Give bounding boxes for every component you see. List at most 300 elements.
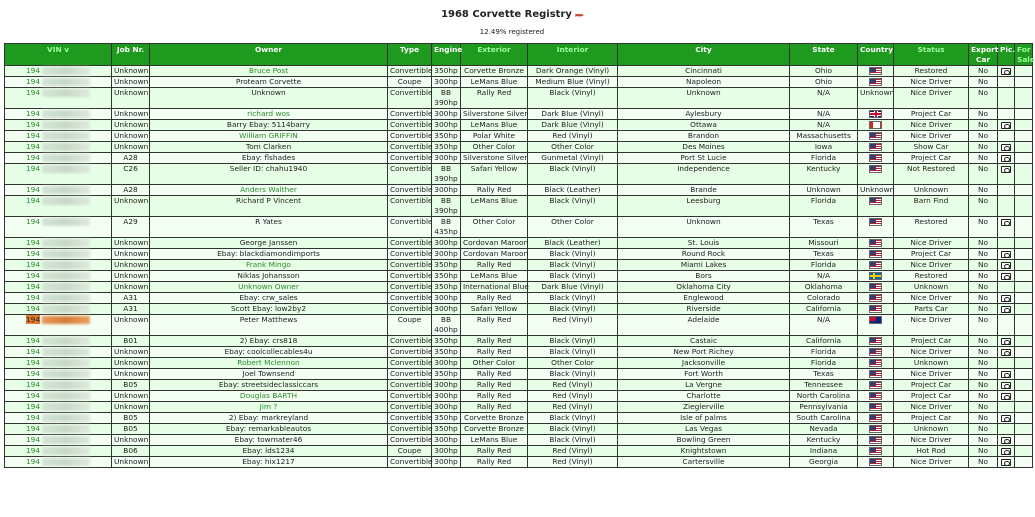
vin-cell[interactable] <box>5 315 112 336</box>
owner-cell[interactable]: Douglas BARTH <box>150 391 388 402</box>
vin-cell[interactable] <box>5 164 112 185</box>
header-exterior[interactable]: Exterior <box>461 44 528 66</box>
vin-cell[interactable] <box>5 88 112 109</box>
job-cell: A31 <box>112 293 150 304</box>
city-cell: Brande <box>618 185 790 196</box>
exterior-cell: Rally Red <box>461 347 528 358</box>
owner-cell: Ebay: coolcollecables4u <box>150 347 388 358</box>
pic-cell[interactable] <box>998 260 1015 271</box>
vin-cell[interactable] <box>5 457 112 468</box>
table-row[interactable] <box>5 457 1033 468</box>
vin-cell[interactable] <box>5 369 112 380</box>
vin-prefix[interactable]: 194 <box>25 196 41 205</box>
vin-cell[interactable] <box>5 413 112 424</box>
pic-cell[interactable] <box>998 413 1015 424</box>
export-cell: No <box>969 413 998 424</box>
type-cell: Convertible <box>388 391 432 402</box>
header-city[interactable]: City <box>618 44 790 66</box>
vin-cell[interactable] <box>5 380 112 391</box>
type-cell: Convertible <box>388 358 432 369</box>
interior-cell: Red (Vinyl) <box>528 446 618 457</box>
state-cell: California <box>790 304 858 315</box>
vin-cell[interactable] <box>5 120 112 131</box>
interior-cell: Red (Vinyl) <box>528 457 618 468</box>
table-row[interactable] <box>5 358 1033 369</box>
pic-cell[interactable] <box>998 457 1015 468</box>
vin-cell[interactable] <box>5 435 112 446</box>
table-row[interactable] <box>5 88 1033 109</box>
camera-icon[interactable] <box>1001 166 1011 173</box>
state-cell: Massachusetts <box>790 131 858 142</box>
table-row[interactable] <box>5 304 1033 315</box>
camera-icon[interactable] <box>1001 393 1011 400</box>
vin-prefix[interactable]: 194 <box>25 336 41 345</box>
pic-cell <box>998 131 1015 142</box>
vin-prefix[interactable]: 194 <box>25 304 41 313</box>
vin-cell[interactable] <box>5 196 112 217</box>
camera-icon[interactable] <box>1001 415 1011 422</box>
pic-cell[interactable] <box>998 380 1015 391</box>
vin-redacted <box>42 89 90 97</box>
vin-prefix[interactable]: 194 <box>25 369 41 378</box>
type-cell: Convertible <box>388 435 432 446</box>
export-cell: No <box>969 457 998 468</box>
exterior-cell: LeMans Blue <box>461 271 528 282</box>
header-interior[interactable]: Interior <box>528 44 618 66</box>
interior-cell: Black (Vinyl) <box>528 260 618 271</box>
owner-cell[interactable]: Jim ? <box>150 402 388 413</box>
status-cell: Restored <box>894 217 969 238</box>
status-cell: Nice Driver <box>894 120 969 131</box>
country-cell <box>858 142 894 153</box>
engine-cell: 350hp <box>432 369 461 380</box>
export-cell: No <box>969 380 998 391</box>
exterior-cell: Silverstone Silver <box>461 109 528 120</box>
table-row[interactable] <box>5 249 1033 260</box>
table-row[interactable] <box>5 109 1033 120</box>
pic-cell <box>998 424 1015 435</box>
table-row[interactable] <box>5 185 1033 196</box>
job-cell: Unknown <box>112 120 150 131</box>
job-cell: Unknown <box>112 369 150 380</box>
table-row[interactable] <box>5 402 1033 413</box>
pic-cell[interactable] <box>998 142 1015 153</box>
pic-cell[interactable] <box>998 347 1015 358</box>
engine-cell: BB 390hp <box>432 164 461 185</box>
vin-cell[interactable] <box>5 347 112 358</box>
city-cell: Isle of palms <box>618 413 790 424</box>
vin-cell[interactable] <box>5 142 112 153</box>
camera-icon[interactable] <box>1001 122 1011 129</box>
country-cell <box>858 413 894 424</box>
vin-prefix[interactable]: 194 <box>25 435 41 444</box>
table-row[interactable] <box>5 66 1033 77</box>
job-cell: Unknown <box>112 66 150 77</box>
header-for-sale[interactable] <box>1015 44 1033 66</box>
header-status[interactable]: Status <box>894 44 969 66</box>
for-sale-cell <box>1015 109 1033 120</box>
vin-prefix[interactable]: 194 <box>25 271 41 280</box>
vin-prefix[interactable]: 194 <box>25 347 41 356</box>
owner-cell: Ebay: flshades <box>150 153 388 164</box>
us-flag-icon <box>869 425 882 433</box>
vin-prefix[interactable]: 194 <box>25 391 41 400</box>
table-row[interactable] <box>5 380 1033 391</box>
owner-cell[interactable]: Bruce Post <box>150 66 388 77</box>
table-row[interactable] <box>5 315 1033 336</box>
vin-redacted <box>42 78 90 86</box>
vin-prefix[interactable]: 194 <box>25 402 41 411</box>
vin-cell[interactable] <box>5 446 112 457</box>
table-row[interactable] <box>5 347 1033 358</box>
table-row[interactable] <box>5 424 1033 435</box>
city-cell: St. Louis <box>618 238 790 249</box>
export-cell: No <box>969 336 998 347</box>
engine-cell: 350hp <box>432 142 461 153</box>
engine-cell: 300hp <box>432 446 461 457</box>
for-sale-cell <box>1015 271 1033 282</box>
table-row[interactable] <box>5 413 1033 424</box>
interior-cell: Black (Vinyl) <box>528 293 618 304</box>
vin-prefix[interactable]: 194 <box>25 358 41 367</box>
vin-cell[interactable] <box>5 358 112 369</box>
type-cell: Convertible <box>388 347 432 358</box>
header-country[interactable]: Country <box>858 44 894 66</box>
vin-cell[interactable] <box>5 260 112 271</box>
camera-icon[interactable] <box>1001 338 1011 345</box>
vin-prefix[interactable]: 194 <box>25 153 41 162</box>
pic-cell[interactable] <box>998 120 1015 131</box>
job-cell: Unknown <box>112 196 150 217</box>
interior-cell: Gunmetal (Vinyl) <box>528 153 618 164</box>
header-owner[interactable]: Owner <box>150 44 388 66</box>
vin-cell[interactable] <box>5 249 112 260</box>
status-cell: Parts Car <box>894 304 969 315</box>
header-vin[interactable]: VIN v <box>5 44 112 66</box>
state-cell: Iowa <box>790 142 858 153</box>
pic-cell[interactable] <box>998 304 1015 315</box>
pic-cell <box>998 88 1015 109</box>
for-sale-cell <box>1015 391 1033 402</box>
type-cell: Convertible <box>388 88 432 109</box>
pic-cell[interactable] <box>998 336 1015 347</box>
country-cell: Unknown <box>858 185 894 196</box>
interior-cell: Black (Vinyl) <box>528 369 618 380</box>
vin-prefix[interactable]: 194 <box>25 142 41 151</box>
owner-cell: Scott Ebay: low2by2 <box>150 304 388 315</box>
country-cell <box>858 217 894 238</box>
page-title <box>0 9 1024 21</box>
pic-cell[interactable] <box>998 391 1015 402</box>
engine-cell: 300hp <box>432 293 461 304</box>
type-cell: Convertible <box>388 249 432 260</box>
job-cell: Unknown <box>112 109 150 120</box>
camera-icon[interactable] <box>1001 448 1011 455</box>
camera-icon[interactable] <box>1001 349 1011 356</box>
camera-icon[interactable] <box>1001 382 1011 389</box>
vin-cell[interactable] <box>5 131 112 142</box>
camera-icon[interactable] <box>1001 262 1011 269</box>
city-cell: Riverside <box>618 304 790 315</box>
vin-prefix[interactable]: 194 <box>25 380 41 389</box>
owner-cell[interactable]: William GRIFFIN <box>150 131 388 142</box>
vin-prefix[interactable]: 194 <box>25 88 41 97</box>
pic-cell[interactable] <box>998 271 1015 282</box>
job-cell: Unknown <box>112 457 150 468</box>
state-cell: Unknown <box>790 185 858 196</box>
vin-cell[interactable] <box>5 391 112 402</box>
state-cell: N/A <box>790 271 858 282</box>
pic-cell <box>998 185 1015 196</box>
vin-cell[interactable] <box>5 217 112 238</box>
state-cell: Florida <box>790 196 858 217</box>
owner-cell: Ebay: towmater46 <box>150 435 388 446</box>
table-row[interactable] <box>5 217 1033 238</box>
table-row[interactable] <box>5 435 1033 446</box>
table-row[interactable] <box>5 336 1033 347</box>
pic-cell <box>998 402 1015 413</box>
vin-prefix[interactable]: 194 <box>25 109 41 118</box>
table-row[interactable] <box>5 131 1033 142</box>
state-cell: Florida <box>790 358 858 369</box>
status-cell: Project Car <box>894 391 969 402</box>
state-cell: Nevada <box>790 424 858 435</box>
uk-flag-icon <box>869 110 882 118</box>
owner-cell[interactable]: richard wos <box>150 109 388 120</box>
vin-prefix[interactable]: 194 <box>25 457 41 466</box>
country-cell <box>858 164 894 185</box>
table-row[interactable] <box>5 293 1033 304</box>
vin-prefix[interactable]: 194 <box>25 164 41 173</box>
vin-cell[interactable] <box>5 304 112 315</box>
engine-cell: 300hp <box>432 238 461 249</box>
state-cell: Oklahoma <box>790 282 858 293</box>
us-flag-icon <box>869 143 882 151</box>
table-row[interactable] <box>5 369 1033 380</box>
state-cell: Georgia <box>790 457 858 468</box>
owner-cell: Niklas Johansson <box>150 271 388 282</box>
status-cell: Nice Driver <box>894 402 969 413</box>
vin-prefix[interactable]: 194 <box>25 315 41 324</box>
vin-prefix[interactable]: 194 <box>25 249 41 258</box>
pic-cell <box>998 77 1015 88</box>
vin-cell[interactable] <box>5 153 112 164</box>
vin-cell[interactable] <box>5 185 112 196</box>
table-row[interactable] <box>5 238 1033 249</box>
engine-cell: 300hp <box>432 380 461 391</box>
camera-icon[interactable] <box>1001 155 1011 162</box>
pic-cell[interactable] <box>998 249 1015 260</box>
camera-icon[interactable] <box>1001 273 1011 280</box>
vin-cell[interactable] <box>5 282 112 293</box>
exterior-cell: Other Color <box>461 217 528 238</box>
export-cell: No <box>969 185 998 196</box>
status-cell: Unknown <box>894 358 969 369</box>
pic-cell <box>998 196 1015 217</box>
vin-cell[interactable] <box>5 336 112 347</box>
owner-cell[interactable]: Anders Walther <box>150 185 388 196</box>
header-engine[interactable]: Engine <box>432 44 461 66</box>
for-sale-cell <box>1015 413 1033 424</box>
header-job-nr[interactable]: Job Nr. <box>112 44 150 66</box>
pic-cell[interactable] <box>998 66 1015 77</box>
table-row[interactable] <box>5 120 1033 131</box>
vin-prefix[interactable]: 194 <box>25 293 41 302</box>
vin-cell[interactable] <box>5 77 112 88</box>
table-row[interactable] <box>5 282 1033 293</box>
vin-prefix[interactable]: 194 <box>25 282 41 291</box>
vin-cell[interactable] <box>5 402 112 413</box>
vin-cell[interactable] <box>5 424 112 435</box>
status-cell: Nice Driver <box>894 238 969 249</box>
vin-redacted <box>42 143 90 151</box>
vin-prefix[interactable]: 194 <box>25 424 41 433</box>
job-cell: B05 <box>112 424 150 435</box>
vin-prefix[interactable]: 194 <box>25 185 41 194</box>
vin-cell[interactable] <box>5 66 112 77</box>
interior-cell: Black (Vinyl) <box>528 271 618 282</box>
job-cell: Unknown <box>112 435 150 446</box>
owner-cell[interactable]: Robert Mclennon <box>150 358 388 369</box>
vin-prefix[interactable]: 194 <box>25 217 41 226</box>
for-sale-cell <box>1015 336 1033 347</box>
pic-cell[interactable] <box>998 217 1015 238</box>
pic-cell[interactable] <box>998 435 1015 446</box>
vin-prefix[interactable]: 194 <box>25 66 41 75</box>
table-row[interactable] <box>5 446 1033 457</box>
for-sale-cell <box>1015 457 1033 468</box>
country-cell <box>858 391 894 402</box>
camera-icon[interactable] <box>1001 371 1011 378</box>
for-sale-cell <box>1015 402 1033 413</box>
engine-cell: 300hp <box>432 120 461 131</box>
table-row[interactable] <box>5 391 1033 402</box>
pic-cell[interactable] <box>998 293 1015 304</box>
owner-cell: Peter Matthews <box>150 315 388 336</box>
table-row[interactable] <box>5 271 1033 282</box>
for-sale-cell <box>1015 380 1033 391</box>
table-row[interactable] <box>5 164 1033 185</box>
state-cell: Florida <box>790 153 858 164</box>
table-row[interactable] <box>5 153 1033 164</box>
vin-redacted <box>42 316 90 324</box>
country-cell <box>858 347 894 358</box>
vin-redacted <box>42 337 90 345</box>
for-sale-cell <box>1015 315 1033 336</box>
state-cell: Kentucky <box>790 435 858 446</box>
state-cell: Florida <box>790 260 858 271</box>
camera-icon[interactable] <box>1001 144 1011 151</box>
for-sale-cell <box>1015 304 1033 315</box>
ca-flag-icon <box>869 121 882 129</box>
engine-cell: 300hp <box>432 358 461 369</box>
city-cell: New Port Richey <box>618 347 790 358</box>
status-cell: Restored <box>894 271 969 282</box>
vin-prefix[interactable]: 194 <box>25 260 41 269</box>
type-cell: Convertible <box>388 260 432 271</box>
job-cell: Unknown <box>112 88 150 109</box>
interior-cell: Dark Blue (Vinyl) <box>528 109 618 120</box>
camera-icon[interactable] <box>1001 459 1011 466</box>
pic-cell[interactable] <box>998 153 1015 164</box>
engine-cell: 300hp <box>432 304 461 315</box>
exterior-cell: Corvette Bronze <box>461 413 528 424</box>
city-cell: Ottawa <box>618 120 790 131</box>
type-cell: Convertible <box>388 380 432 391</box>
vin-cell[interactable] <box>5 238 112 249</box>
vin-prefix[interactable]: 194 <box>25 238 41 247</box>
table-row[interactable] <box>5 260 1033 271</box>
type-cell: Convertible <box>388 153 432 164</box>
exterior-cell: Cordovan Maroon <box>461 249 528 260</box>
country-cell: Unknown <box>858 88 894 109</box>
pic-cell[interactable] <box>998 446 1015 457</box>
country-cell <box>858 238 894 249</box>
table-row[interactable] <box>5 196 1033 217</box>
pic-cell[interactable] <box>998 369 1015 380</box>
pic-cell[interactable] <box>998 164 1015 185</box>
city-cell: Oklahoma City <box>618 282 790 293</box>
vin-cell[interactable] <box>5 109 112 120</box>
city-cell: Brandon <box>618 131 790 142</box>
us-flag-icon <box>869 447 882 455</box>
vin-prefix[interactable]: 194 <box>25 413 41 422</box>
vin-prefix[interactable]: 194 <box>25 77 41 86</box>
vin-prefix[interactable]: 194 <box>25 446 41 455</box>
vin-redacted <box>42 348 90 356</box>
vin-cell[interactable] <box>5 271 112 282</box>
owner-cell: Barry Ebay: 5114barry <box>150 120 388 131</box>
header-export-car[interactable] <box>969 44 998 66</box>
table-row[interactable] <box>5 77 1033 88</box>
table-row[interactable] <box>5 142 1033 153</box>
vin-prefix[interactable]: 194 <box>25 131 41 140</box>
exterior-cell: Corvette Bronze <box>461 424 528 435</box>
job-cell: Unknown <box>112 358 150 369</box>
status-cell: Nice Driver <box>894 315 969 336</box>
header-pic[interactable]: Pic. <box>998 44 1015 66</box>
status-cell: Nice Driver <box>894 369 969 380</box>
country-cell <box>858 304 894 315</box>
exterior-cell: Polar White <box>461 131 528 142</box>
interior-cell: Black (Vinyl) <box>528 347 618 358</box>
job-cell: B06 <box>112 446 150 457</box>
vin-cell[interactable] <box>5 293 112 304</box>
owner-cell: 2) Ebay: crs818 <box>150 336 388 347</box>
interior-cell: Black (Vinyl) <box>528 424 618 435</box>
registry-table <box>4 43 1033 468</box>
owner-cell[interactable]: Frank Mingo <box>150 260 388 271</box>
camera-icon[interactable] <box>1001 306 1011 313</box>
country-cell <box>858 424 894 435</box>
camera-icon[interactable] <box>1001 295 1011 302</box>
for-sale-cell <box>1015 120 1033 131</box>
job-cell: Unknown <box>112 131 150 142</box>
header-state[interactable]: State <box>790 44 858 66</box>
engine-cell: BB 400hp <box>432 315 461 336</box>
export-cell: No <box>969 391 998 402</box>
us-flag-icon <box>869 381 882 389</box>
vin-prefix[interactable]: 194 <box>25 120 41 129</box>
status-cell: Project Car <box>894 153 969 164</box>
header-type[interactable]: Type <box>388 44 432 66</box>
camera-icon[interactable] <box>1001 437 1011 444</box>
camera-icon[interactable] <box>1001 251 1011 258</box>
camera-icon[interactable] <box>1001 68 1011 75</box>
camera-icon[interactable] <box>1001 219 1011 226</box>
export-cell: No <box>969 153 998 164</box>
owner-cell[interactable]: Unknown Owner <box>150 282 388 293</box>
